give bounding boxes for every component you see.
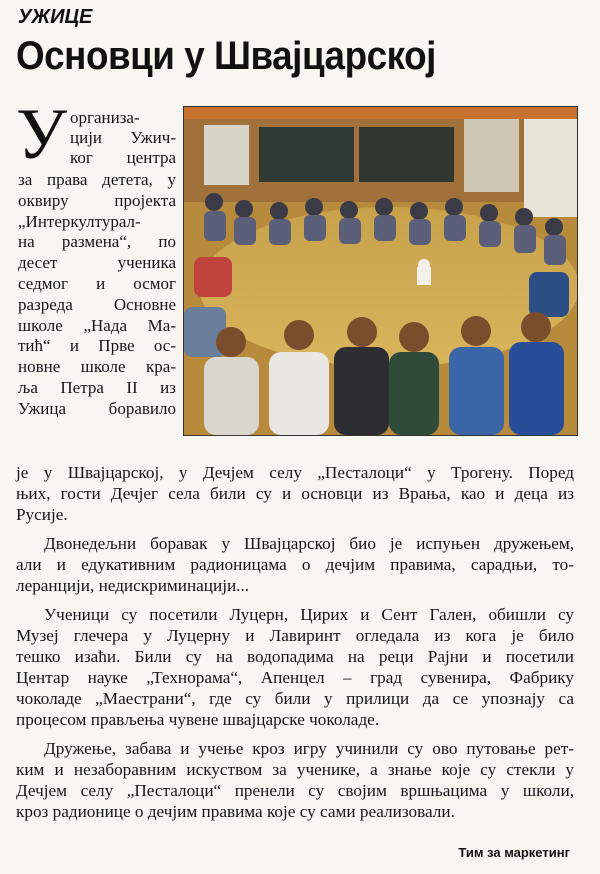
intro-column [70,108,176,168]
paragraph-line: леранцији, недискриминацији... [16,576,250,595]
paragraph-line: Двонедељни боравак у Швајцарској био је испуњен дружењем, [44,534,574,553]
paragraph-line: али и едукативним радионицама о дечјим правима, сарадњи, то- [16,555,574,574]
intro-line: школе „Нада Ма- [18,315,176,335]
paragraph-line: Дружење, забава и учење кроз игру учинили су ово путовање рет- [44,739,574,758]
intro-line: седмог и осмог [18,273,176,293]
article-photo [183,106,578,436]
paragraph-line: Дечјем селу „Песталоци“ пренели су својим вршњацима у школи, [16,781,574,800]
drop-cap: У [16,94,67,174]
paragraph-line: њих, гости Дечјег села били су и основци из Врања, као и деца из [16,484,574,503]
paragraph-line: Ученици су посетили Луцерн, Цирих и Сент Гален, обишли су [44,605,574,624]
article-title: Основци у Швајцарској [16,34,436,78]
paragraph-line: Центар науке „Технорама“, Апенцел – град сувенира, Фабрику [16,668,574,687]
article-body [16,462,574,822]
section-label: УЖИЦЕ [18,6,93,28]
intro-line: новне школе кра- [18,357,176,377]
paragraph-line: тешко изаћи. Били су на водопадима на реци Рајни и посетили [16,647,574,666]
paragraph-line: чоколаде „Маестрани“, где су били у прилици да се упознају са [16,689,574,708]
intro-line: за права детета, у [18,170,176,189]
intro-line: на размена“, по [18,232,176,252]
photo-children-circle [184,107,577,435]
paragraph-line: је у Швајцарској, у Дечјем селу „Песталоци“ у Трогену. Поред [16,463,574,482]
paragraph-line: кроз радионице о дечјим правима које су сами реализовали. [16,802,455,821]
article-signature: Тим за маркетинг [458,845,570,860]
intro-line: „Интеркултурал- [18,211,141,231]
intro-line: оквиру пројекта [18,190,176,210]
intro-line: организа- [70,108,140,127]
paragraph-line: процесом прављења чувене швајцарске чоколаде. [16,710,380,729]
intro-line: Ужица боравило [18,398,176,418]
paragraph-line: Русије. [16,505,68,524]
intro-line: ља Петра II из [18,377,176,397]
intro-line: тић“ и Прве ос- [18,336,176,356]
paragraph-line: Музеј глечера у Луцерну и Лавиринт огледала из кога је било [16,626,574,645]
intro-line: разреда Основне [18,294,176,314]
paragraph-line: ким и незаборавним искуством за ученике, а знање које су стекли у [16,760,574,779]
intro-line: цији Ужич- [70,128,176,147]
intro-line: ког центра [70,148,176,167]
intro-line: десет ученика [18,253,176,273]
intro-column-wide [18,170,176,420]
